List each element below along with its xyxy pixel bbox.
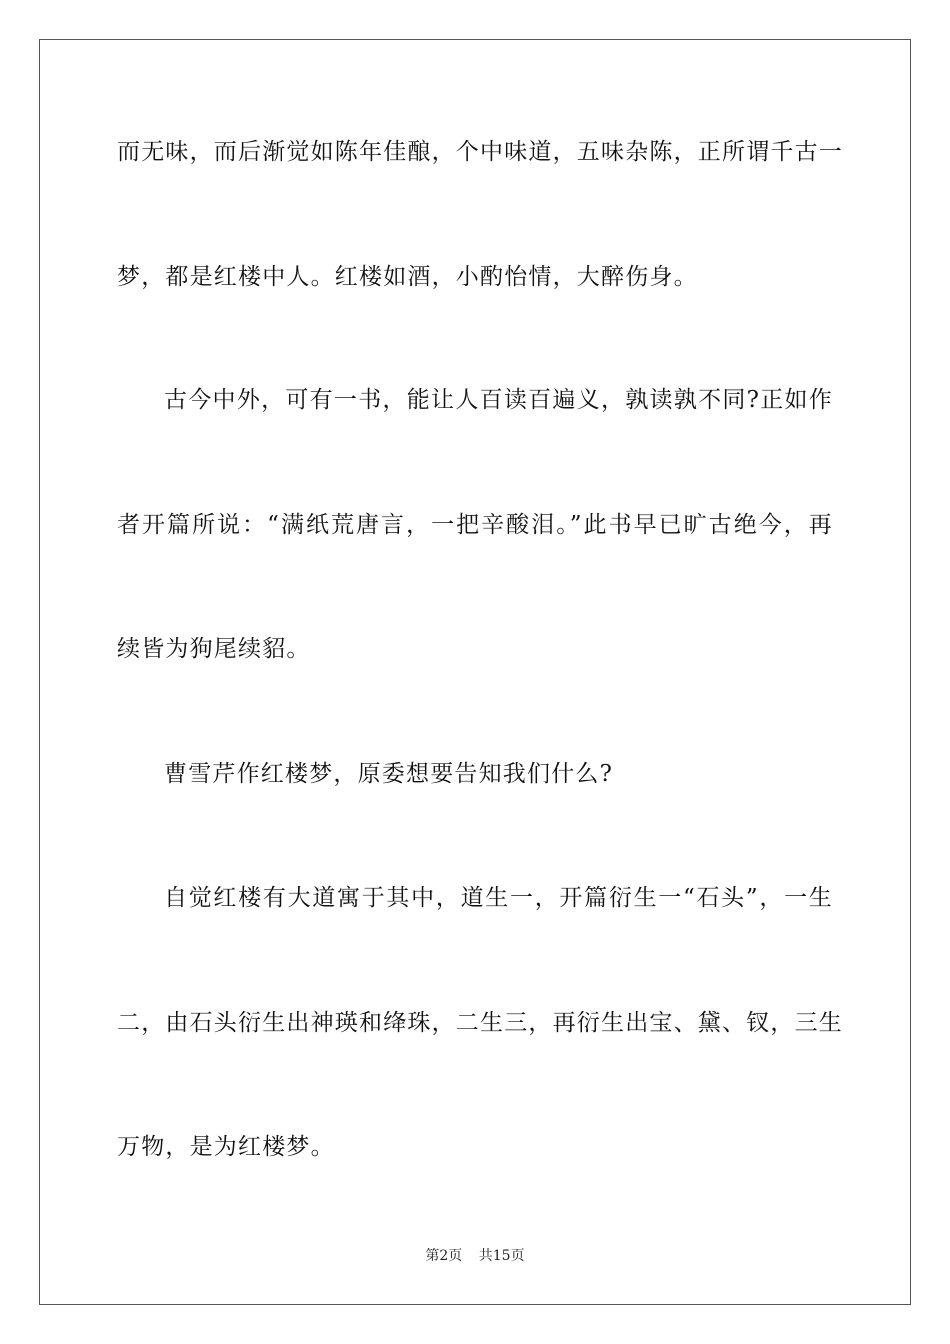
paragraph-line: 万物，是为红楼梦。 <box>117 1134 335 1160</box>
paragraph-line: 梦，都是红楼中人。红楼如酒，小酌怡情，大醉伤身。 <box>117 264 698 290</box>
paragraph-line: 者开篇所说：“满纸荒唐言，一把辛酸泪。”此书早已旷古绝今，再 <box>117 512 833 538</box>
paragraph-line: 古今中外，可有一书，能让人百读百遍义，孰读孰不同?正如作 <box>164 387 833 413</box>
paragraph-line: 续皆为狗尾续貂。 <box>117 636 311 662</box>
page-border <box>39 39 911 1305</box>
page-footer <box>0 1247 950 1265</box>
paragraph-line: 自觉红楼有大道寓于其中，道生一，开篇衍生一“石头”，一生 <box>164 885 833 911</box>
paragraph-line: 二，由石头衍生出神瑛和绛珠，二生三，再衍生出宝、黛、钗，三生 <box>117 1010 843 1036</box>
paragraph-line: 曹雪芹作红楼梦，原委想要告知我们什么? <box>164 761 614 787</box>
page-number: 第2页 <box>425 1248 463 1264</box>
page-total: 共15页 <box>478 1248 525 1264</box>
paragraph-line: 而无味，而后渐觉如陈年佳酿，个中味道，五味杂陈，正所谓千古一 <box>117 139 843 165</box>
